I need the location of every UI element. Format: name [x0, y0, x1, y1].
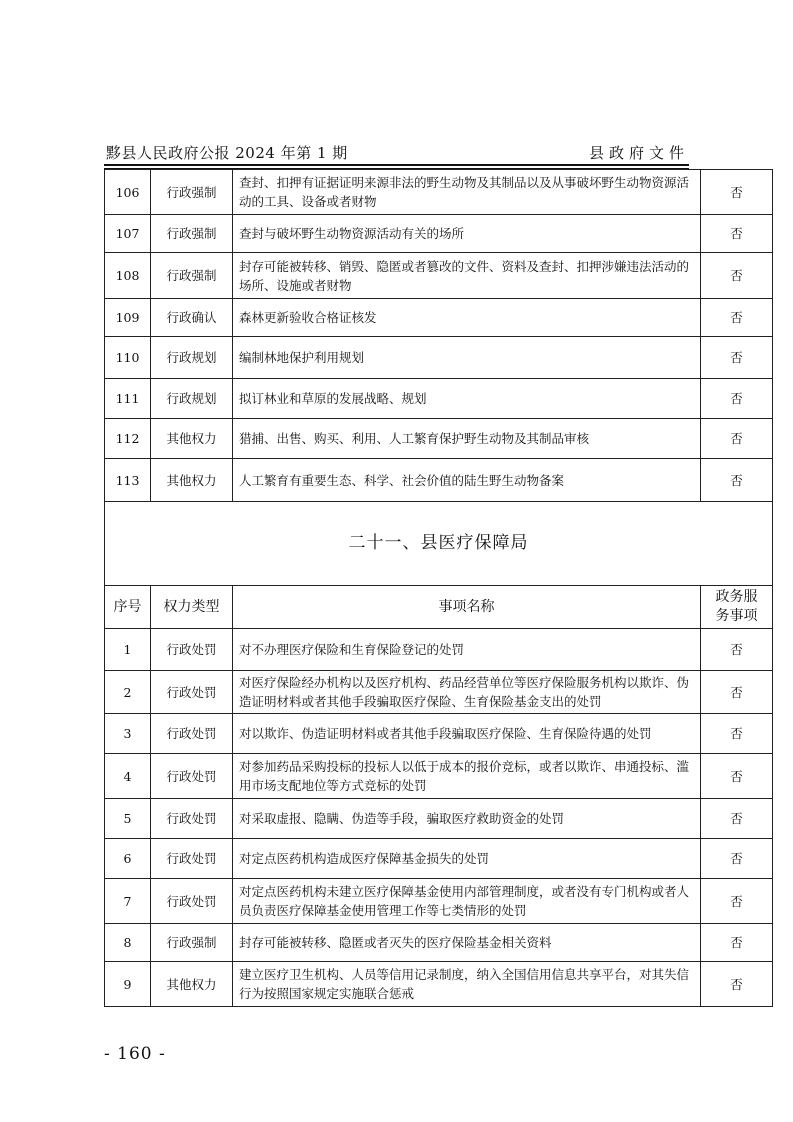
- row-service-flag: 否: [701, 337, 773, 379]
- row-service-flag: 否: [701, 459, 773, 502]
- row-service-flag: 否: [701, 962, 773, 1007]
- powers-table: [104, 169, 773, 1007]
- row-service-flag: 否: [701, 924, 773, 962]
- table-row: [105, 714, 773, 754]
- row-item-name: 对不办理医疗保险和生育保险登记的处罚: [233, 629, 701, 671]
- table-row: [105, 671, 773, 714]
- row-service-flag: 否: [701, 419, 773, 459]
- col-header-name: 事项名称: [233, 586, 701, 629]
- row-service-flag: 否: [701, 839, 773, 879]
- col-header-service-line2: 务事项: [715, 608, 758, 624]
- row-number: 9: [105, 962, 151, 1007]
- row-item-name: 对采取虚报、隐瞒、伪造等手段，骗取医疗救助资金的处罚: [233, 799, 701, 839]
- table-row: [105, 799, 773, 839]
- row-number: 107: [105, 215, 151, 253]
- row-power-type: 其他权力: [151, 962, 233, 1007]
- row-number: 109: [105, 299, 151, 337]
- table-row: [105, 924, 773, 962]
- header-rule-thick: [104, 164, 689, 166]
- row-power-type: 行政强制: [151, 253, 233, 299]
- row-number: 4: [105, 754, 151, 799]
- row-power-type: 其他权力: [151, 419, 233, 459]
- section-label: 县政府文件: [588, 144, 689, 162]
- row-service-flag: 否: [701, 215, 773, 253]
- table-row: [105, 419, 773, 459]
- table-row: [105, 962, 773, 1007]
- row-number: 112: [105, 419, 151, 459]
- row-power-type: 行政处罚: [151, 754, 233, 799]
- row-number: 6: [105, 839, 151, 879]
- row-power-type: 行政处罚: [151, 839, 233, 879]
- table-row: [105, 337, 773, 379]
- row-number: 5: [105, 799, 151, 839]
- row-number: 111: [105, 379, 151, 419]
- row-service-flag: 否: [701, 170, 773, 215]
- row-item-name: 人工繁育有重要生态、科学、社会价值的陆生野生动物备案: [233, 459, 701, 502]
- row-number: 113: [105, 459, 151, 502]
- row-item-name: 建立医疗卫生机构、人员等信用记录制度，纳入全国信用信息共享平台，对其失信行为按照国家规定实施联合惩戒: [233, 962, 701, 1007]
- table-row: [105, 629, 773, 671]
- row-item-name: 对以欺诈、伪造证明材料或者其他手段骗取医疗保险、生育保险待遇的处罚: [233, 714, 701, 754]
- row-service-flag: 否: [701, 299, 773, 337]
- bulletin-title: 黟县人民政府公报 2024 年第 1 期: [106, 144, 348, 162]
- row-service-flag: 否: [701, 671, 773, 714]
- table-row: [105, 879, 773, 924]
- row-number: 2: [105, 671, 151, 714]
- table-row: [105, 459, 773, 502]
- table-row: [105, 215, 773, 253]
- section-title: 二十一、县医疗保障局: [105, 502, 773, 586]
- table-row: [105, 839, 773, 879]
- row-item-name: 猎捕、出售、购买、利用、人工繁育保护野生动物及其制品审核: [233, 419, 701, 459]
- table-row: [105, 253, 773, 299]
- row-power-type: 行政处罚: [151, 629, 233, 671]
- row-number: 1: [105, 629, 151, 671]
- table-row: [105, 754, 773, 799]
- row-service-flag: 否: [701, 754, 773, 799]
- row-item-name: 查封、扣押有证据证明来源非法的野生动物及其制品以及从事破坏野生动物资源活动的工具、设备或者财物: [233, 170, 701, 215]
- col-header-no: 序号: [105, 586, 151, 629]
- row-power-type: 行政处罚: [151, 799, 233, 839]
- row-service-flag: 否: [701, 879, 773, 924]
- table-row: [105, 170, 773, 215]
- row-service-flag: 否: [701, 799, 773, 839]
- column-header-row: [105, 586, 773, 629]
- row-power-type: 行政处罚: [151, 714, 233, 754]
- row-service-flag: 否: [701, 629, 773, 671]
- row-item-name: 封存可能被转移、销毁、隐匿或者篡改的文件、资料及查封、扣押涉嫌违法活动的场所、设施或者财物: [233, 253, 701, 299]
- row-item-name: 森林更新验收合格证核发: [233, 299, 701, 337]
- row-service-flag: 否: [701, 253, 773, 299]
- row-number: 7: [105, 879, 151, 924]
- page-number: - 160 -: [104, 1044, 166, 1064]
- row-power-type: 行政规划: [151, 379, 233, 419]
- row-power-type: 行政处罚: [151, 879, 233, 924]
- page-header: [106, 142, 689, 164]
- row-power-type: 行政强制: [151, 924, 233, 962]
- col-header-type: 权力类型: [151, 586, 233, 629]
- row-number: 8: [105, 924, 151, 962]
- row-power-type: 行政规划: [151, 337, 233, 379]
- row-item-name: 查封与破坏野生动物资源活动有关的场所: [233, 215, 701, 253]
- row-power-type: 行政确认: [151, 299, 233, 337]
- row-item-name: 对参加药品采购投标的投标人以低于成本的报价竞标，或者以欺诈、串通投标、滥用市场支配地位等方式竞标的处罚: [233, 754, 701, 799]
- row-service-flag: 否: [701, 714, 773, 754]
- row-item-name: 对定点医药机构未建立医疗保障基金使用内部管理制度，或者没有专门机构或者人员负责医疗保障基金使用管理工作等七类情形的处罚: [233, 879, 701, 924]
- col-header-service: [701, 586, 773, 629]
- row-item-name: 封存可能被转移、隐匿或者灭失的医疗保险基金相关资料: [233, 924, 701, 962]
- row-item-name: 拟订林业和草原的发展战略、规划: [233, 379, 701, 419]
- row-number: 108: [105, 253, 151, 299]
- row-number: 3: [105, 714, 151, 754]
- row-item-name: 编制林地保护利用规划: [233, 337, 701, 379]
- table-row: [105, 299, 773, 337]
- row-item-name: 对定点医药机构造成医疗保障基金损失的处罚: [233, 839, 701, 879]
- row-item-name: 对医疗保险经办机构以及医疗机构、药品经营单位等医疗保险服务机构以欺诈、伪造证明材料或者其他手段骗取医疗保险、生育保险基金支出的处罚: [233, 671, 701, 714]
- table-row: [105, 379, 773, 419]
- row-power-type: 行政强制: [151, 170, 233, 215]
- row-number: 106: [105, 170, 151, 215]
- col-header-service-line1: 政务服: [715, 589, 758, 605]
- row-power-type: 行政处罚: [151, 671, 233, 714]
- section-title-row: [105, 502, 773, 586]
- row-service-flag: 否: [701, 379, 773, 419]
- row-power-type: 行政强制: [151, 215, 233, 253]
- row-number: 110: [105, 337, 151, 379]
- row-power-type: 其他权力: [151, 459, 233, 502]
